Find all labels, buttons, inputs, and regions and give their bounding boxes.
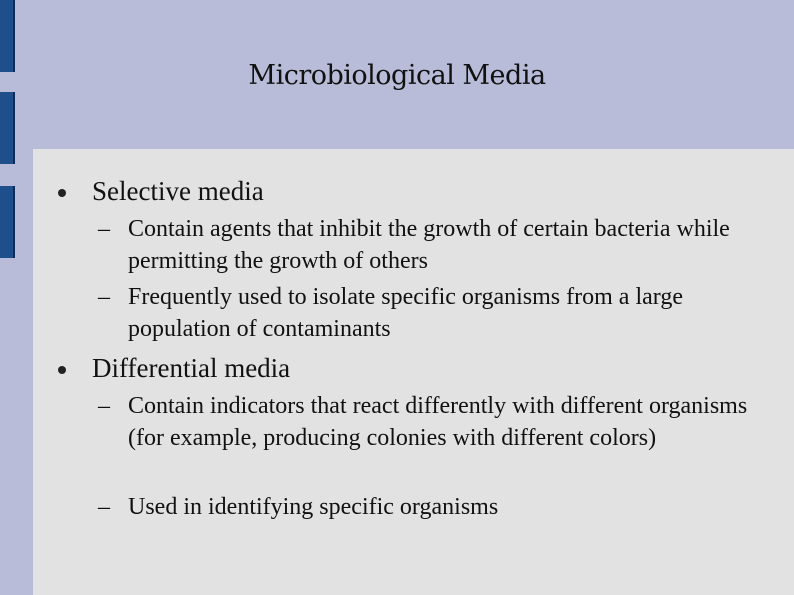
sub-bullet-text: Frequently used to isolate specific organisms from a large population of contaminants	[128, 284, 683, 342]
dash-icon: –	[98, 284, 110, 310]
dash-icon: –	[98, 216, 110, 242]
slide-title: Microbiological Media	[248, 60, 546, 91]
dash-icon: –	[98, 393, 110, 419]
bullet-label: Differential media	[92, 353, 291, 383]
content-panel	[33, 149, 794, 595]
left-accent-bar	[0, 186, 15, 258]
dash-icon: –	[98, 494, 110, 520]
sub-bullet-text: Contain agents that inhibit the growth of certain bacteria while permitting the growth of others	[128, 216, 730, 274]
bullet-dot-icon	[58, 189, 66, 197]
sub-bullet-text: Used in identifying specific organisms	[128, 494, 499, 520]
bullet-label: Selective media	[92, 176, 264, 206]
bullet-dot-icon	[58, 366, 66, 374]
left-accent-bar	[0, 92, 15, 164]
sub-bullet-text: Contain indicators that react differently with different organisms (for example, producing colonies with different colors)	[128, 393, 748, 451]
